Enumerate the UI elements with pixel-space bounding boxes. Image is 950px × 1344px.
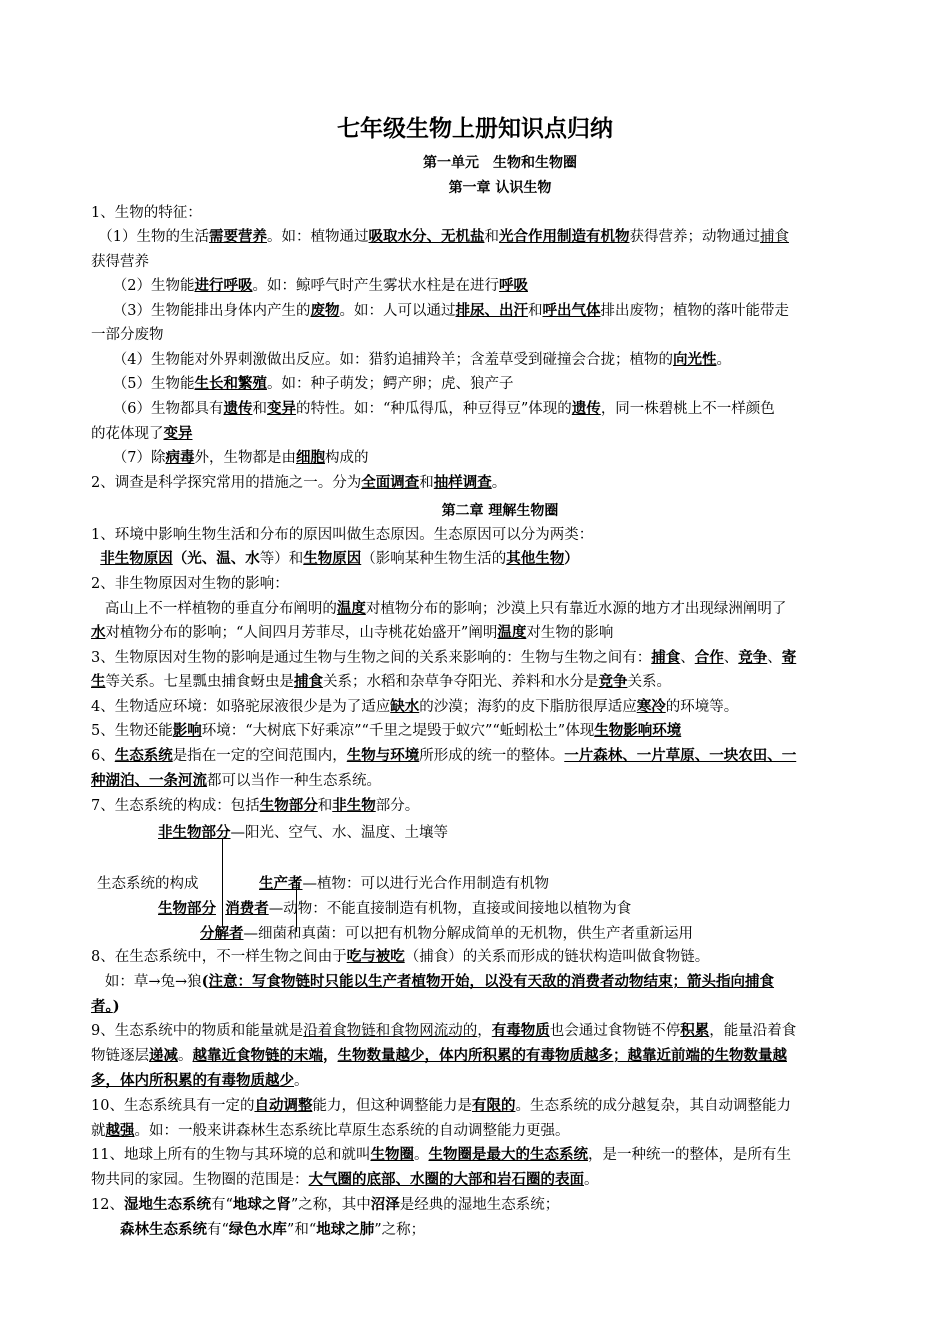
paragraph: 种湖泊、一条河流都可以当作一种生态系统。 xyxy=(91,772,381,789)
paragraph: 6、生态系统是指在一定的空间范围内，生物与环境所形成的统一的整体。一片森林、一片草原、一块农田、一 xyxy=(91,747,797,764)
paragraph: 11、地球上所有的生物与其环境的总和就叫生物圈。生物圈是最大的生态系统，是一种统一的整体，是所有生 xyxy=(91,1146,791,1163)
consumer-label: 消费者 xyxy=(225,900,269,917)
paragraph: 7、生态系统的构成：包括生物部分和非生物部分。 xyxy=(91,797,420,814)
paragraph: 1、生物的特征： xyxy=(91,205,202,221)
paragraph: 就越强。如：一般来讲森林生态系统比草原生态系统的自动调整能力更强。 xyxy=(91,1122,570,1139)
abiotic-items: —阳光、空气、水、温度、土壤等 xyxy=(230,825,448,841)
producer-label: 生产者 xyxy=(259,875,303,892)
paragraph: 多，体内所积累的有毒物质越少。 xyxy=(91,1072,309,1089)
paragraph: 非生物原因（光、温、水等）和生物原因（影响某种生物生活的其他生物） xyxy=(100,550,579,567)
diagram-decomposer-row xyxy=(200,922,693,947)
paragraph: 8、在生态系统中，不一样生物之间由于吃与被吃（捕食）的关系而形成的链状构造叫做食物链。 xyxy=(91,948,710,965)
paragraph: （3）生物能排出身体内产生的废物。如：人可以通过排尿、出汗和呼出气体排出废物；植物的落叶能带走 xyxy=(91,302,789,319)
biotic-label: 生物部分 xyxy=(158,900,216,917)
paragraph: （2）生物能进行呼吸。如：鲸呼气时产生雾状水柱是在进行呼吸 xyxy=(91,277,528,294)
paragraph: （7）除病毒外，生物都是由细胞构成的 xyxy=(91,449,369,466)
diagram-root-label: 生态系统的构成 xyxy=(97,876,199,892)
decomposer-label: 分解者 xyxy=(200,925,244,942)
producer-desc: —植物：可以进行光合作用制造有机物 xyxy=(302,876,549,892)
diagram-brace-biotic xyxy=(296,880,297,932)
paragraph: 森林生态系统有“绿色水库”和“地球之肺”之称； xyxy=(120,1221,426,1238)
paragraph: 水对植物分布的影响；“人间四月芳菲尽，山寺桃花始盛开”阐明温度对生物的影响 xyxy=(91,624,614,641)
paragraph: 10、生态系统具有一定的自动调整能力，但这种调整能力是有限的。生态系统的成分越复杂，其自动调整能力 xyxy=(91,1097,791,1114)
paragraph: 物链逐层递减。越靠近食物链的末端，生物数量越少，体内所积累的有毒物质越多；越靠近前端的生物数量越 xyxy=(91,1047,787,1064)
paragraph: （1）生物的生活需要营养。如：植物通过吸取水分、无机盐和光合作用制造有机物获得营养；动物通过捕食 xyxy=(91,228,789,245)
paragraph: 2、调查是科学探究常用的措施之一。分为全面调查和抽样调查。 xyxy=(91,474,507,491)
abiotic-label: 非生物部分 xyxy=(158,824,231,841)
paragraph: 的花体现了变异 xyxy=(91,425,193,442)
paragraph: 2、非生物原因对生物的影响： xyxy=(91,576,289,592)
paragraph: 12、湿地生态系统有“地球之肾”之称，其中沼泽是经典的湿地生态系统； xyxy=(91,1196,560,1213)
decomposer-desc: —细菌和真菌：可以把有机物分解成简单的无机物，供生产者重新运用 xyxy=(243,926,693,942)
document-title: 七年级生物上册知识点归纳 xyxy=(337,116,613,142)
paragraph: 一部分废物 xyxy=(91,327,164,343)
paragraph: 9、生态系统中的物质和能量就是沿着食物链和食物网流动的，有毒物质也会通过食物链不停积累，能量沿着食 xyxy=(91,1022,797,1039)
paragraph: （4）生物能对外界刺激做出反应。如：猎豹追捕羚羊；含羞草受到碰撞会合拢；植物的向光性。 xyxy=(91,351,731,368)
paragraph: 5、生物还能影响环境：“大树底下好乘凉”“千里之堤毁于蚁穴”“蚯蚓松土”体现生物影响环境 xyxy=(91,722,682,739)
chapter2-heading: 第二章 理解生物圈 xyxy=(441,503,559,519)
diagram-abiotic-row xyxy=(158,821,448,846)
paragraph: （6）生物都具有遗传和变异的特性。如：“种瓜得瓜，种豆得豆”体现的遗传，同一株碧桃上不一样颜色 xyxy=(91,400,775,417)
paragraph: 如：草→兔→狼(注意：写食物链时只能以生产者植物开始，以没有天敌的消费者动物结束；箭头指向捕食 xyxy=(91,973,775,990)
unit-heading: 第一单元 生物和生物圈 xyxy=(423,155,577,171)
paragraph: 4、生物适应环境：如骆驼尿液很少是为了适应缺水的沙漠；海豹的皮下脂肪很厚适应寒冷的环境等。 xyxy=(91,698,739,715)
paragraph: 1、环境中影响生物生活和分布的原因叫做生态原因。生态原因可以分为两类： xyxy=(91,527,594,543)
paragraph: 物共同的家园。生物圈的范围是：大气圈的底部、水圈的大部和岩石圈的表面。 xyxy=(91,1171,599,1188)
consumer-desc: —动物：不能直接制造有机物，直接或间接地以植物为食 xyxy=(268,901,632,917)
chapter1-heading: 第一章 认识生物 xyxy=(448,180,552,196)
paragraph: 高山上不一样植物的垂直分布阐明的温度对植物分布的影响；沙漠上只有靠近水源的地方才出现绿洲阐明了 xyxy=(91,600,787,617)
paragraph: 获得营养 xyxy=(91,254,149,270)
paragraph: 者。) xyxy=(91,998,120,1015)
diagram-brace-main xyxy=(222,838,223,928)
paragraph: 3、生物原因对生物的影响是通过生物与生物之间的关系来影响的：生物与生物之间有：捕食、合作、竞争、寄 xyxy=(91,649,797,666)
diagram-biotic-row xyxy=(158,897,631,922)
paragraph: 生等关系。七星瓢虫捕食蚜虫是捕食关系；水稻和杂草争夺阳光、养料和水分是竞争关系。 xyxy=(91,673,671,690)
paragraph: （5）生物能生长和繁殖。如：种子萌发；鳄产卵；虎、狼产子 xyxy=(91,375,514,392)
diagram-producer-row xyxy=(259,872,549,897)
